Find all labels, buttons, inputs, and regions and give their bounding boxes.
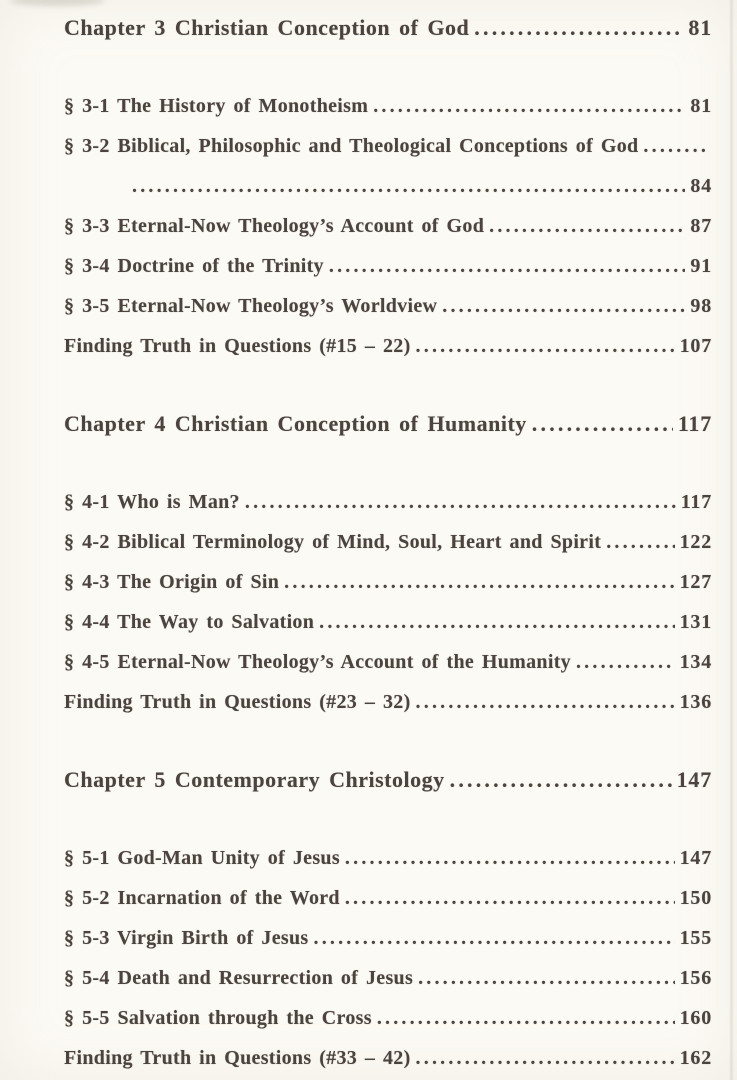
toc-entry-title: § 3-5 Eternal-Now Theology’s Worldview bbox=[64, 295, 438, 317]
toc-entry-row bbox=[64, 642, 712, 682]
toc-entry-title: Finding Truth in Questions (#23 – 32) bbox=[64, 691, 411, 713]
dot-leader bbox=[416, 682, 675, 722]
toc-page-number: 122 bbox=[679, 531, 712, 553]
toc-page-number: 127 bbox=[679, 571, 712, 593]
toc-chapter-row bbox=[64, 758, 712, 802]
vertical-gap bbox=[64, 366, 712, 402]
vertical-gap bbox=[64, 722, 712, 758]
toc-page-number: 155 bbox=[679, 927, 712, 949]
table-of-contents bbox=[64, 6, 712, 1078]
toc-entry-row bbox=[64, 958, 712, 998]
toc-page-number: 91 bbox=[690, 255, 712, 277]
toc-page-number: 81 bbox=[688, 15, 712, 40]
toc-finding-row bbox=[64, 1038, 712, 1078]
toc-entry-title: § 3-1 The History of Monotheism bbox=[64, 95, 369, 117]
toc-entry-row bbox=[64, 918, 712, 958]
toc-entry-row bbox=[64, 602, 712, 642]
dot-leader bbox=[532, 402, 673, 446]
toc-entry-title: § 4-2 Biblical Terminology of Mind, Soul, Heart and Spirit bbox=[64, 531, 602, 553]
toc-entry-row bbox=[64, 838, 712, 878]
toc-entry-title: § 4-1 Who is Man? bbox=[64, 491, 240, 513]
toc-entry-title: § 5-3 Virgin Birth of Jesus bbox=[64, 927, 309, 949]
toc-entry-title: Chapter 5 Contemporary Christology bbox=[64, 767, 445, 792]
dot-leader bbox=[345, 878, 675, 918]
toc-page-number: 87 bbox=[690, 215, 712, 237]
toc-entry-row bbox=[64, 126, 712, 166]
toc-entry-title: § 3-2 Biblical, Philosophic and Theological Conceptions of God bbox=[64, 135, 639, 157]
toc-entry-title: Finding Truth in Questions (#15 – 22) bbox=[64, 335, 411, 357]
vertical-gap bbox=[64, 802, 712, 838]
toc-entry-title: § 4-5 Eternal-Now Theology’s Account of the Humanity bbox=[64, 651, 571, 673]
dot-leader bbox=[474, 6, 683, 50]
toc-chapter-row bbox=[64, 402, 712, 446]
dot-leader bbox=[132, 166, 685, 206]
toc-entry-title: § 5-1 God-Man Unity of Jesus bbox=[64, 847, 340, 869]
toc-entry-row bbox=[64, 286, 712, 326]
toc-entry-row bbox=[64, 522, 712, 562]
toc-entry-title: § 3-3 Eternal-Now Theology’s Account of God bbox=[64, 215, 485, 237]
dot-leader bbox=[245, 482, 676, 522]
dot-leader bbox=[377, 998, 675, 1038]
toc-page-number: 134 bbox=[679, 651, 712, 673]
dot-leader bbox=[643, 126, 709, 166]
toc-page-number: 98 bbox=[690, 295, 712, 317]
page-edge-shadow bbox=[729, 0, 734, 1080]
toc-page-number: 150 bbox=[679, 887, 712, 909]
toc-entry-row bbox=[64, 206, 712, 246]
toc-page-number: 117 bbox=[677, 411, 712, 436]
toc-entry-row bbox=[64, 562, 712, 602]
toc-page-number: 107 bbox=[679, 335, 712, 357]
toc-finding-row bbox=[64, 326, 712, 366]
toc-entry-title: § 4-3 The Origin of Sin bbox=[64, 571, 280, 593]
toc-page-number: 162 bbox=[679, 1047, 712, 1069]
toc-page-number: 156 bbox=[679, 967, 712, 989]
toc-entry-row bbox=[64, 878, 712, 918]
toc-chapter-row bbox=[64, 6, 712, 50]
dot-leader bbox=[576, 642, 675, 682]
dot-leader bbox=[489, 206, 685, 246]
toc-entry-title: § 5-5 Salvation through the Cross bbox=[64, 1007, 372, 1029]
dot-leader bbox=[284, 562, 674, 602]
toc-page-number: 147 bbox=[676, 767, 712, 792]
dot-leader bbox=[416, 1038, 675, 1078]
toc-entry-title: Chapter 3 Christian Conception of God bbox=[64, 15, 470, 40]
toc-page-number: 81 bbox=[690, 95, 712, 117]
vertical-gap bbox=[64, 446, 712, 482]
toc-entry-row bbox=[64, 86, 712, 126]
toc-page-number: 160 bbox=[679, 1007, 712, 1029]
toc-entry-row bbox=[64, 246, 712, 286]
toc-page-number: 147 bbox=[679, 847, 712, 869]
dot-leader bbox=[314, 918, 675, 958]
toc-entry-title: § 4-4 The Way to Salvation bbox=[64, 611, 315, 633]
toc-entry-title: Chapter 4 Christian Conception of Humanity bbox=[64, 411, 527, 436]
toc-finding-row bbox=[64, 682, 712, 722]
dot-leader bbox=[418, 958, 675, 998]
toc-page-number: 131 bbox=[679, 611, 712, 633]
dot-leader bbox=[416, 326, 675, 366]
toc-entry-title: § 5-4 Death and Resurrection of Jesus bbox=[64, 967, 414, 989]
toc-entry-row bbox=[64, 998, 712, 1038]
toc-page-number: 84 bbox=[690, 175, 712, 197]
toc-entry-title: § 3-4 Doctrine of the Trinity bbox=[64, 255, 324, 277]
dot-leader bbox=[319, 602, 674, 642]
toc-entry-row bbox=[64, 482, 712, 522]
vertical-gap bbox=[64, 50, 712, 86]
toc-entry-continuation-row bbox=[64, 166, 712, 206]
dot-leader bbox=[345, 838, 675, 878]
toc-entry-title: Finding Truth in Questions (#33 – 42) bbox=[64, 1047, 411, 1069]
dot-leader bbox=[450, 758, 672, 802]
dot-leader bbox=[442, 286, 685, 326]
dot-leader bbox=[606, 522, 674, 562]
toc-page-number: 117 bbox=[680, 491, 712, 513]
toc-page-number: 136 bbox=[679, 691, 712, 713]
dot-leader bbox=[329, 246, 686, 286]
dot-leader bbox=[373, 86, 685, 126]
toc-entry-title: § 5-2 Incarnation of the Word bbox=[64, 887, 340, 909]
